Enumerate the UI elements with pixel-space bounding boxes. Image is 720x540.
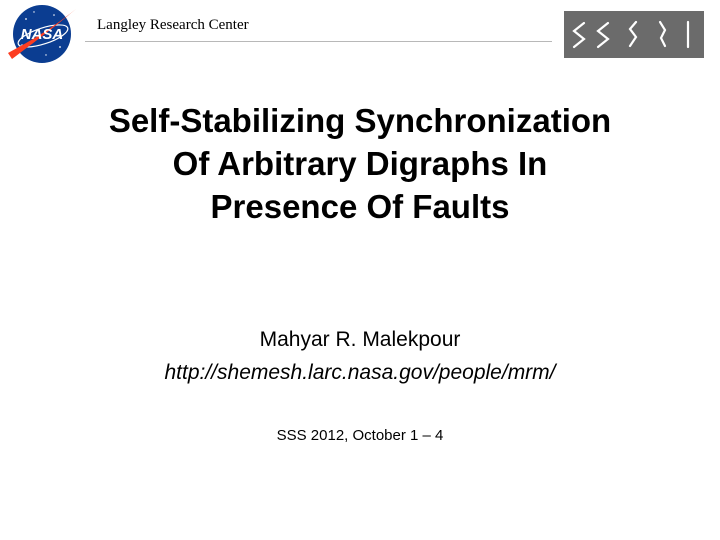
nasa-logo-icon [6,3,78,65]
author-homepage-link[interactable]: http://shemesh.larc.nasa.gov/people/mrm/ [164,361,556,384]
sss-logo-icon [564,11,704,58]
header-divider [85,41,552,42]
slide-title [40,99,680,228]
title-line: Self-Stabilizing Synchronization [108,102,612,139]
conference-info: SSS 2012, October 1 – 4 [276,427,444,444]
nasa-wordmark: NASA [20,26,64,43]
title-line: Presence Of Faults [210,188,510,225]
organization-name: Langley Research Center [97,17,249,33]
title-line: Of Arbitrary Digraphs In [172,145,548,182]
author-name: Mahyar R. Malekpour [259,328,461,351]
